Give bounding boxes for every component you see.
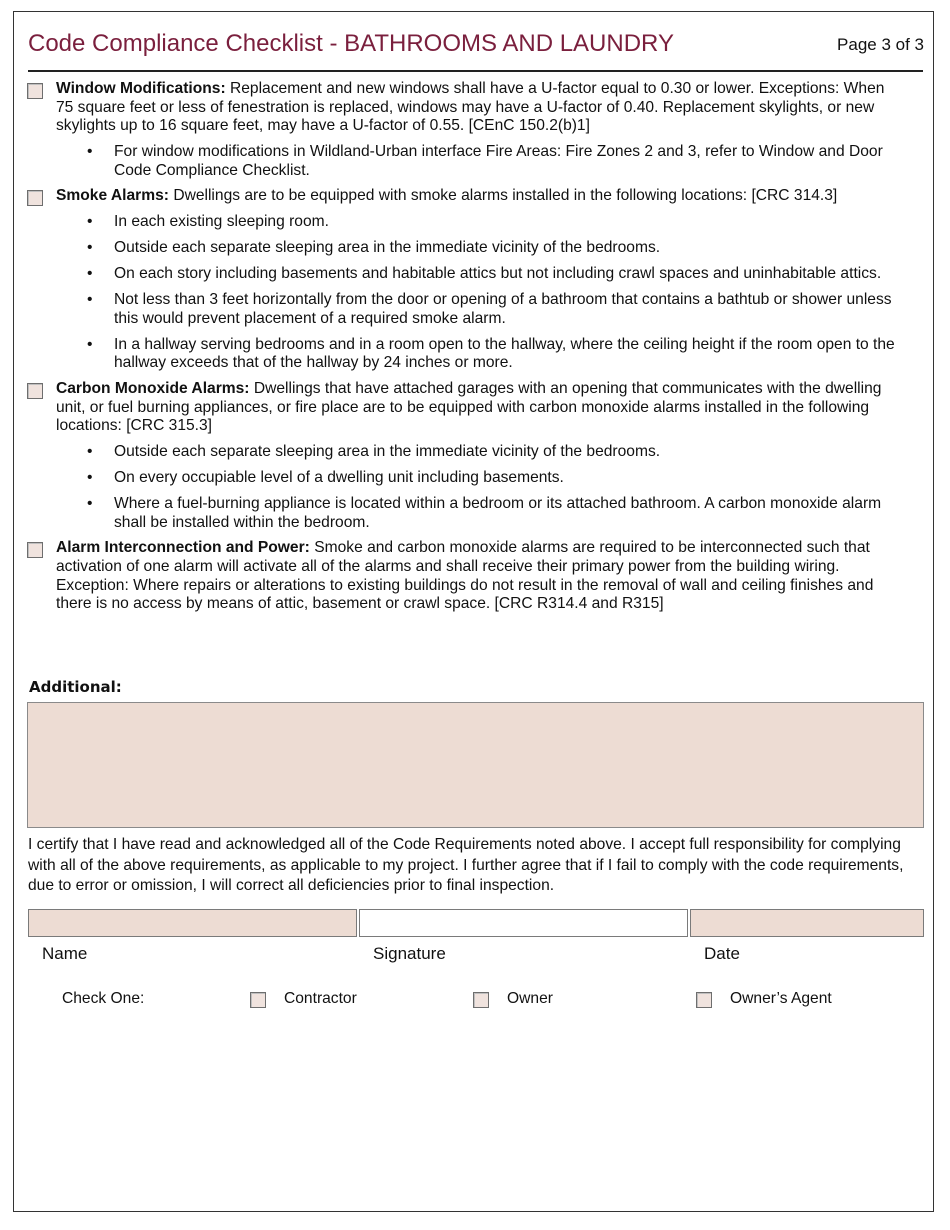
bullet-list: [56, 213, 898, 373]
list-item: • Outside each separate sleeping area in the immediate vicinity of the bedrooms.: [56, 443, 898, 462]
header-divider: [28, 70, 923, 72]
list-item: • In each existing sleeping room.: [56, 213, 898, 232]
item-body: Replacement and new windows shall have a U-factor equal to 0.30 or lower. Exceptions: When 75 square feet or less of fenestration is replaced, windows may have a U-factor of 0.40. Replacement skylights, or new skylights up to 16 square feet, may have a U-factor of 0.55. [CEnC 150.2(b)1]: [56, 80, 885, 135]
owners-agent-checkbox[interactable]: [696, 992, 712, 1008]
item-text: [56, 539, 898, 613]
item-body: Dwellings that have attached garages with an opening that communicates with the dwelling unit, or fuel burning appliances, or fire place are to be equipped with carbon monoxide alarms installed in the following locations: [CRC 315.3]: [56, 380, 882, 435]
checklist-item-carbon-monoxide-alarms: [26, 380, 898, 532]
contractor-checkbox[interactable]: [250, 992, 266, 1008]
name-field[interactable]: [28, 909, 357, 937]
item-heading: Smoke Alarms:: [56, 187, 169, 205]
carbon-monoxide-alarms-checkbox[interactable]: [27, 383, 43, 399]
list-item: • For window modifications in Wildland-Urban interface Fire Areas: Fire Zones 2 and 3, refer to Window and Door Code Compliance Checklist.: [56, 143, 898, 180]
name-label: Name: [42, 944, 88, 963]
list-item: • Not less than 3 feet horizontally from the door or opening of a bathroom that contains a bathtub or shower unless this would prevent placement of a required smoke alarm.: [56, 291, 898, 328]
item-text: [56, 80, 898, 136]
bullet-list: [56, 143, 898, 180]
certification-text: I certify that I have read and acknowledged all of the Code Requirements noted above. I accept full responsibility for complying with all of the above requirements, as applicable to my project. I further agree that if I fail to comply with the code requirements, due to error or omission, I will correct all deficiencies prior to final inspection.: [28, 836, 904, 894]
page-number: Page 3 of 3: [837, 35, 924, 54]
window-modifications-checkbox[interactable]: [27, 83, 43, 99]
signature-field[interactable]: [359, 909, 688, 937]
item-body: Smoke and carbon monoxide alarms are required to be interconnected such that activation of one alarm will activate all of the alarms and shall receive their primary power from the building wiring. Exception: Where repairs or alterations to existing buildings do not result in the removal of wall and ceiling finishes and there is no access by means of attic, basement or crawl space. [CRC R314.4 and R315]: [56, 539, 874, 613]
signature-label: Signature: [373, 944, 446, 963]
checklist-item-window-modifications: [26, 80, 898, 180]
contractor-label: Contractor: [284, 990, 357, 1007]
owners-agent-label: Owner’s Agent: [730, 990, 832, 1007]
list-item: • On every occupiable level of a dwelling unit including basements.: [56, 469, 898, 488]
list-item: • On each story including basements and habitable attics but not including crawl spaces and uninhabitable attics.: [56, 265, 898, 284]
date-field[interactable]: [690, 909, 924, 937]
list-item: • In a hallway serving bedrooms and in a room open to the hallway, where the ceiling height if the room open to the hallway exceeds that of the hallway by 24 inches or more.: [56, 336, 898, 373]
checklist-item-alarm-interconnection: [26, 539, 898, 613]
checklist-item-smoke-alarms: [26, 187, 898, 373]
item-heading: Alarm Interconnection and Power:: [56, 539, 310, 557]
additional-notes-field[interactable]: [27, 702, 924, 828]
list-item: • Where a fuel-burning appliance is located within a bedroom or its attached bathroom. A carbon monoxide alarm shall be installed within the bedroom.: [56, 495, 898, 532]
item-heading: Window Modifications:: [56, 80, 226, 97]
check-one-label: Check One:: [62, 990, 145, 1007]
owner-label: Owner: [507, 990, 553, 1007]
list-item: • Outside each separate sleeping area in the immediate vicinity of the bedrooms.: [56, 239, 898, 258]
bullet-list: [56, 443, 898, 532]
item-text: [56, 380, 898, 436]
smoke-alarms-checkbox[interactable]: [27, 190, 43, 206]
alarm-interconnection-checkbox[interactable]: [27, 542, 43, 558]
owner-checkbox[interactable]: [473, 992, 489, 1008]
item-text: [56, 187, 898, 206]
additional-label: Additional:: [29, 678, 122, 696]
page-title: Code Compliance Checklist - BATHROOMS AND LAUNDRY: [28, 30, 674, 57]
item-body: Dwellings are to be equipped with smoke alarms installed in the following locations: [CRC 314.3]: [173, 187, 838, 205]
item-heading: Carbon Monoxide Alarms:: [56, 380, 250, 398]
page-header: [28, 30, 924, 60]
date-label: Date: [704, 944, 740, 963]
checklist: [26, 80, 898, 614]
check-one-row: [0, 990, 950, 1012]
